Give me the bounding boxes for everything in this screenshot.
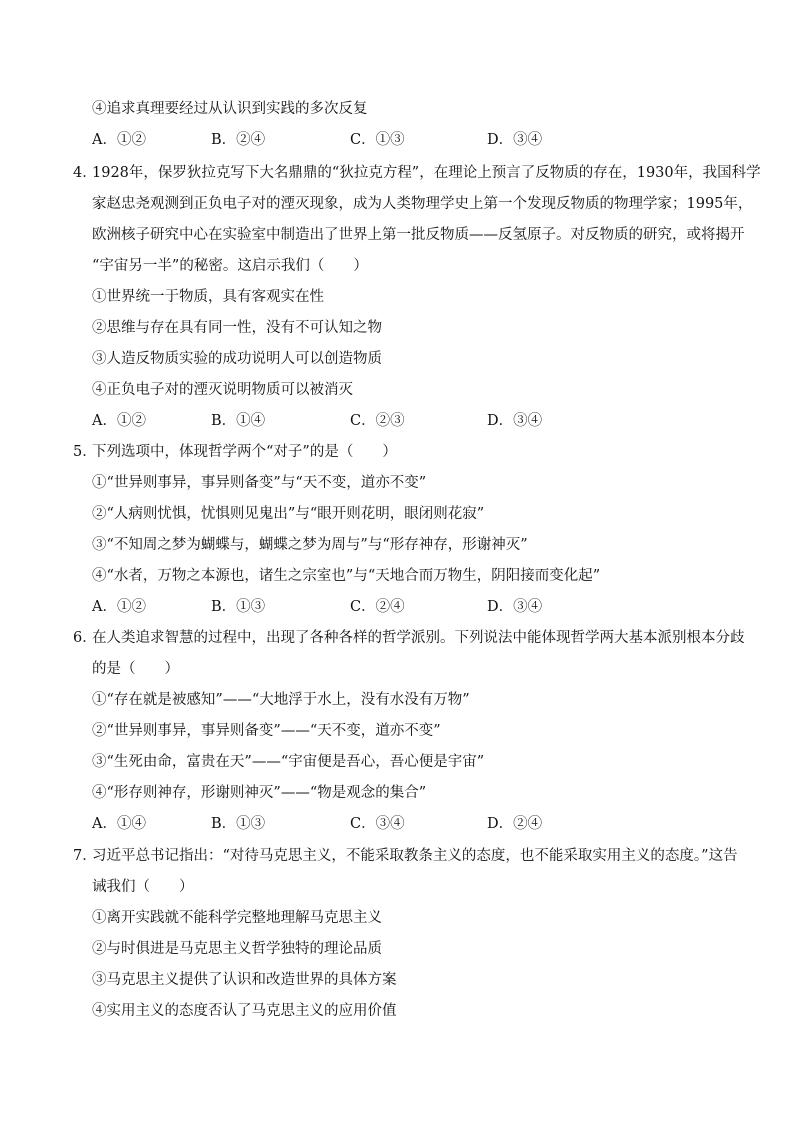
q5-option-a[interactable]: A．①② [92, 599, 146, 615]
q3-option-d[interactable]: D．③④ [487, 132, 543, 148]
q4-stem-line-4: “宇宙另一半”的秘密。这启示我们（ ） [92, 258, 368, 274]
q6-option-c[interactable]: C．③④ [350, 816, 405, 832]
q4-item-1: ①世界统一于物质，具有客观实在性 [92, 289, 324, 305]
q7-stem-line-2: 诫我们（ ） [92, 879, 194, 895]
q4-options [92, 411, 712, 431]
q4-option-d[interactable]: D．③④ [487, 413, 543, 429]
q5-stem-line-1: 下列选项中，体现哲学两个“对子”的是（ ） [92, 444, 397, 460]
q4-option-a[interactable]: A．①② [92, 413, 146, 429]
q4-stem-line-1: 1928年，保罗狄拉克写下大名鼎鼎的“狄拉克方程”，在理论上预言了反物质的存在，1930年，我国科学 [92, 165, 761, 181]
q6-item-4: ④“形存则神存，形谢则神灭”——“物是观念的集合” [92, 785, 427, 801]
q5-item-2: ②“人病则忧惧，忧惧则见鬼出”与“眼开则花明，眼闭则花寂” [92, 506, 485, 522]
q3-options [92, 130, 712, 150]
q5-option-d[interactable]: D．③④ [487, 599, 543, 615]
q6-option-d[interactable]: D．②④ [487, 816, 543, 832]
q4-item-4: ④正负电子对的湮灭说明物质可以被消灭 [92, 382, 353, 398]
q4-stem-line-2: 家赵忠尧观测到正负电子对的湮灭现象，成为人类物理学史上第一个发现反物质的物理学家；1995年， [92, 196, 753, 212]
q6-option-b[interactable]: B．①③ [211, 816, 266, 832]
q5-option-c[interactable]: C．②④ [350, 599, 405, 615]
q6-options [92, 814, 712, 834]
q6-number: 6． [73, 630, 97, 646]
q6-item-1: ①“存在就是被感知”——“大地浮于水上，没有水没有万物” [92, 692, 470, 708]
q4-item-2: ②思维与存在具有同一性，没有不可认知之物 [92, 320, 382, 336]
q6-option-a[interactable]: A．①④ [92, 816, 146, 832]
q4-number: 4． [73, 165, 97, 181]
q3-item-4: ④追求真理要经过从认识到实践的多次反复 [92, 101, 368, 117]
q7-item-3: ③马克思主义提供了认识和改造世界的具体方案 [92, 972, 397, 988]
q6-item-3: ③“生死由命，富贵在天”——“宇宙便是吾心，吾心便是宇宙” [92, 754, 485, 770]
q4-item-3: ③人造反物质实验的成功说明人可以创造物质 [92, 351, 382, 367]
q3-option-a[interactable]: A．①② [92, 132, 146, 148]
q6-stem-line-2: 的是（ ） [92, 661, 179, 677]
q5-item-3: ③“不知周之梦为蝴蝶与，蝴蝶之梦为周与”与“形存神存，形谢神灭” [92, 537, 528, 553]
q4-option-b[interactable]: B．①④ [211, 413, 266, 429]
q4-option-c[interactable]: C．②③ [350, 413, 405, 429]
q7-number: 7． [73, 848, 97, 864]
q7-stem-line-1: 习近平总书记指出：“对待马克思主义，不能采取教条主义的态度，也不能采取实用主义的态度。”这告 [92, 848, 738, 864]
q3-option-c[interactable]: C．①③ [350, 132, 405, 148]
q3-option-b[interactable]: B．②④ [211, 132, 266, 148]
q5-item-1: ①“世异则事异，事异则备变”与“天不变，道亦不变” [92, 475, 427, 491]
q7-item-4: ④实用主义的态度否认了马克思主义的应用价值 [92, 1003, 397, 1019]
q5-options [92, 597, 712, 617]
q5-option-b[interactable]: B．①③ [211, 599, 266, 615]
q5-item-4: ④“水者，万物之本源也，诸生之宗室也”与“天地合而万物生，阴阳接而变化起” [92, 568, 601, 584]
q7-item-2: ②与时俱进是马克思主义哲学独特的理论品质 [92, 941, 382, 957]
q6-item-2: ②“世异则事异，事异则备变”——“天不变，道亦不变” [92, 723, 441, 739]
q7-item-1: ①离开实践就不能科学完整地理解马克思主义 [92, 910, 382, 926]
q5-number: 5． [73, 444, 97, 460]
q6-stem-line-1: 在人类追求智慧的过程中，出现了各种各样的哲学派别。下列说法中能体现哲学两大基本派别根本分歧 [92, 630, 745, 646]
q4-stem-line-3: 欧洲核子研究中心在实验室中制造出了世界上第一批反物质——反氢原子。对反物质的研究，或将揭开 [92, 227, 745, 243]
